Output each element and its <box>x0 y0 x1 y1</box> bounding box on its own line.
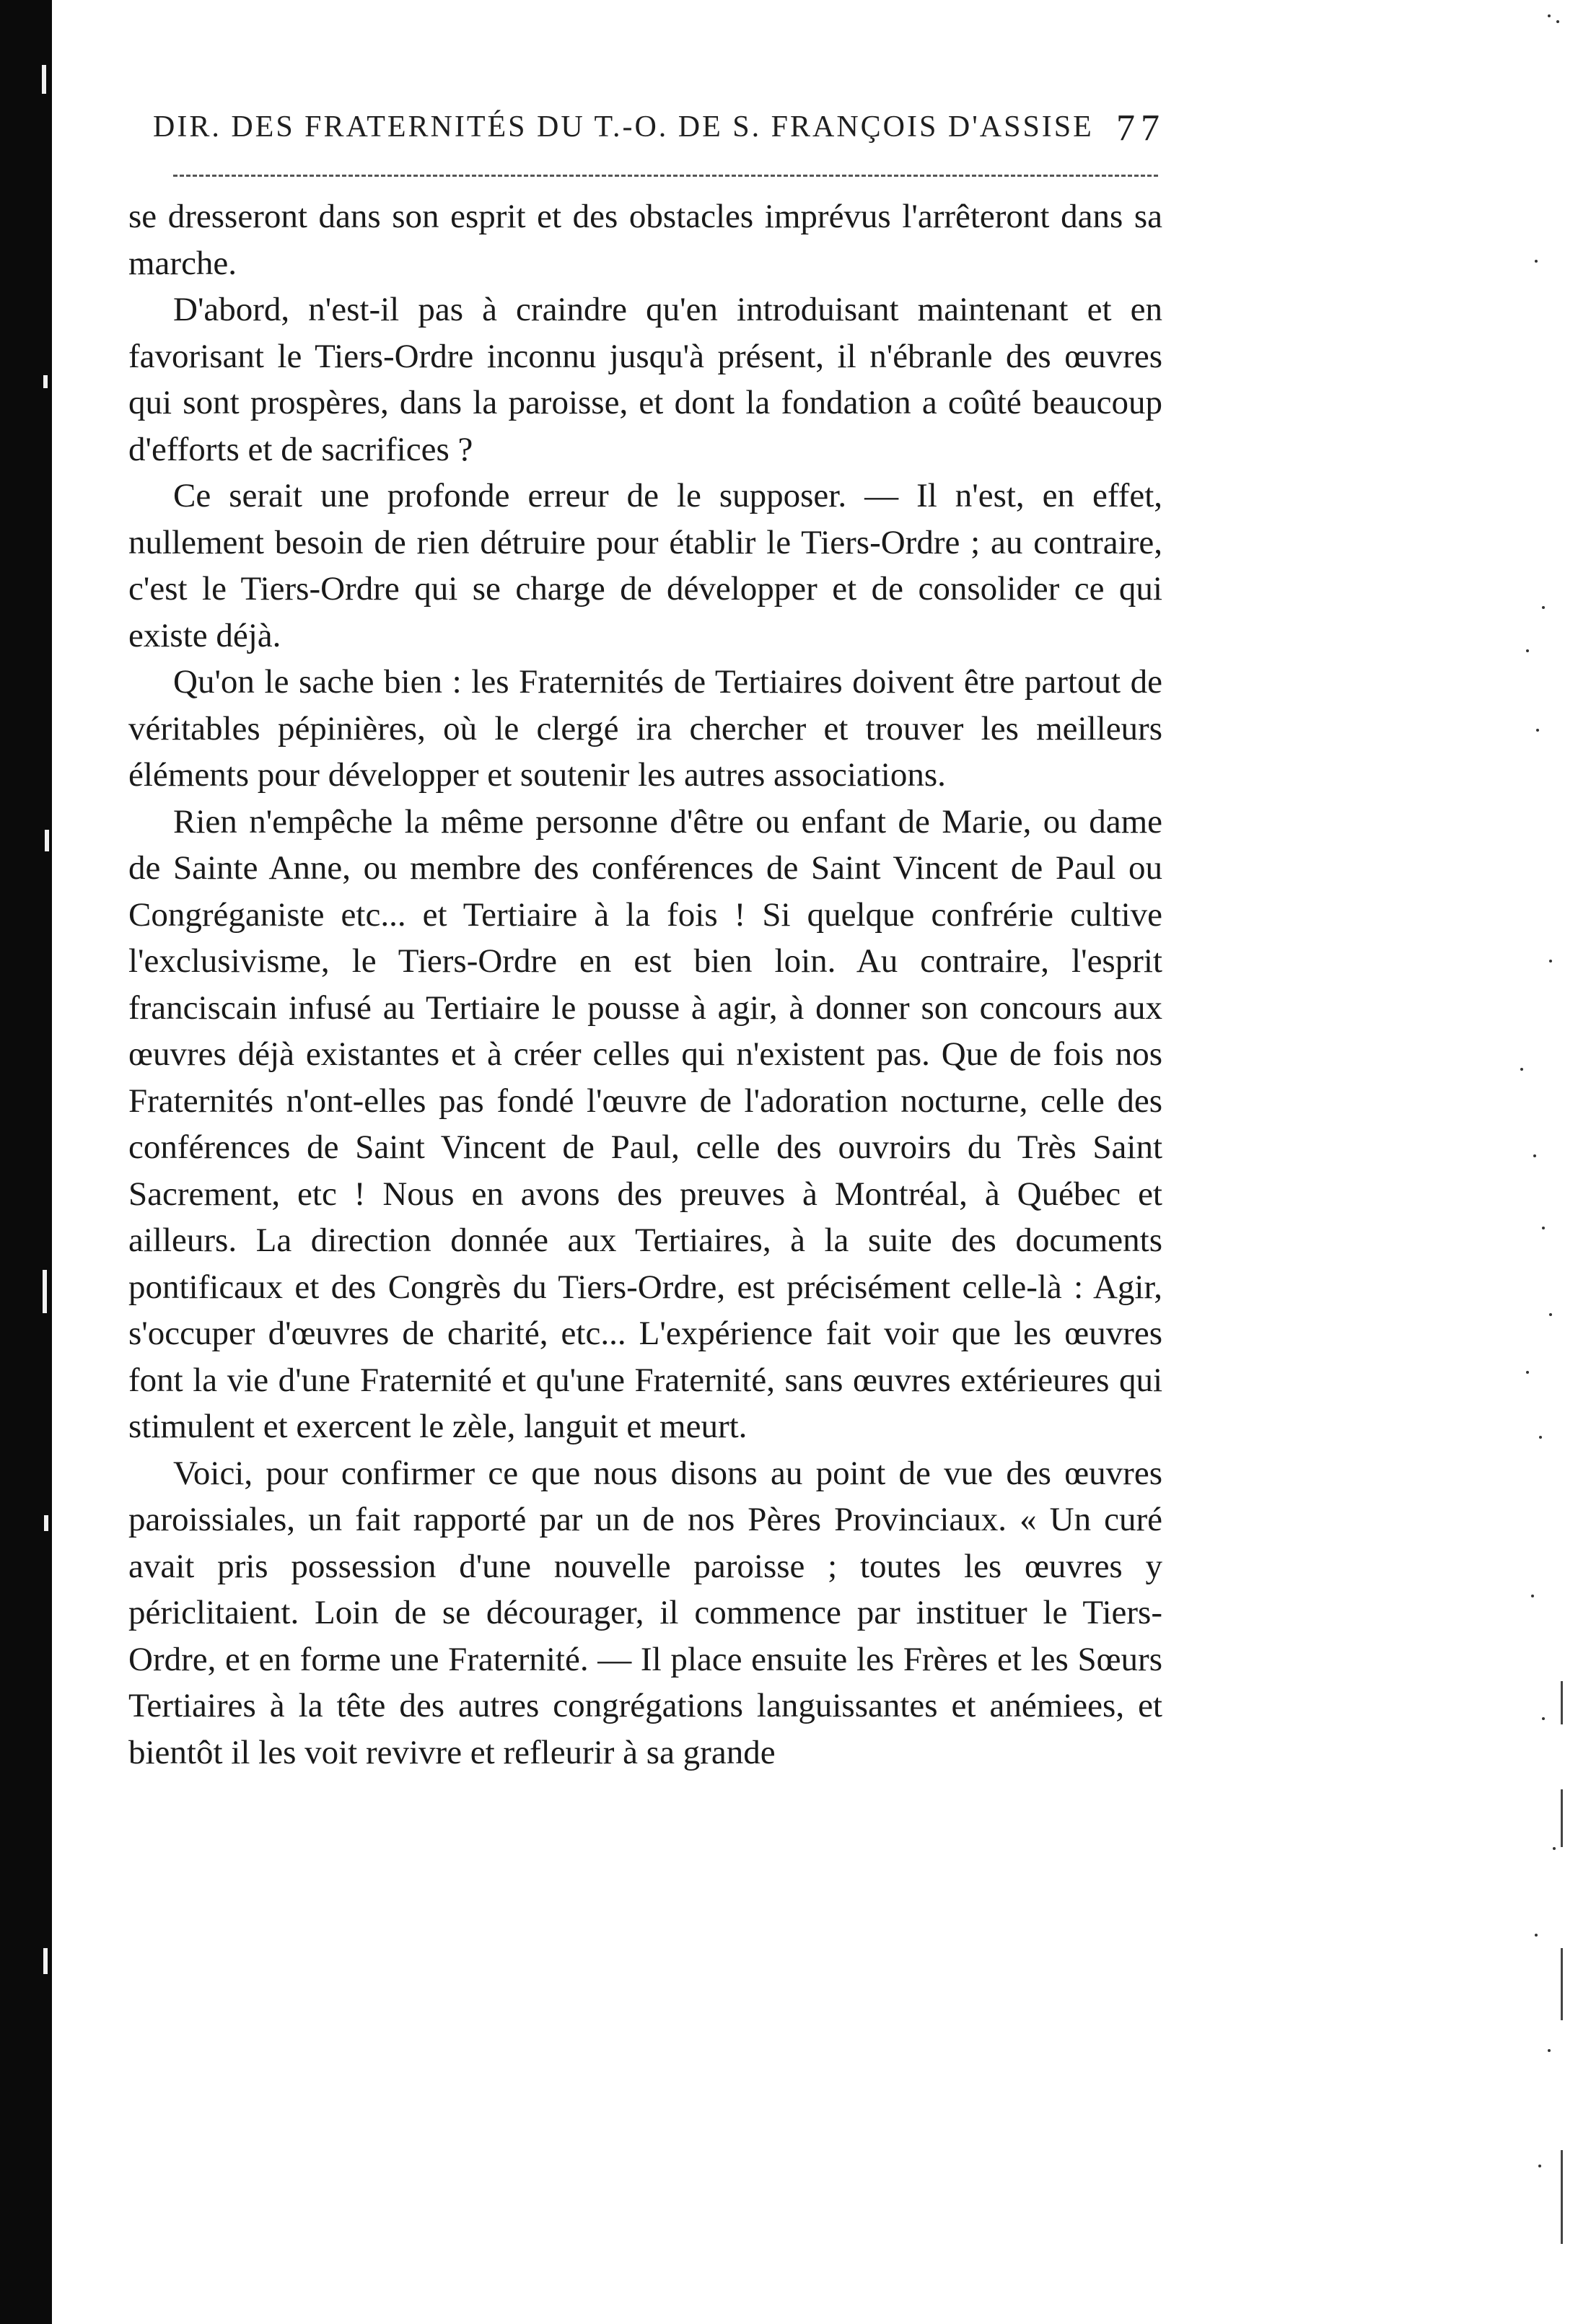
header-divider <box>173 175 1158 177</box>
paragraph: D'abord, n'est-il pas à craindre qu'en introduisant maintenant et en favorisant le Tiers-Ordre inconnu jusqu'à présent, il n'ébranle des œuvres qui sont prospères, dans la paroisse, et dont la fondation a coûté beaucoup d'efforts et de sacrifices ? <box>128 291 1162 468</box>
page-header <box>137 110 1165 153</box>
scan-noise-right-margin <box>1434 0 1578 2324</box>
paragraph: Ce serait une profonde erreur de le supposer. — Il n'est, en effet, nullement besoin de rien détruire pour établir le Tiers-Ordre ; au contraire, c'est le Tiers-Ordre qui se charge de développer et de consolider ce qui existe déjà. <box>128 477 1162 654</box>
paragraph: Voici, pour confirmer ce que nous disons au point de vue des œuvres paroissiales, un fait rapporté par un de nos Pères Provinciaux. « Un curé avait pris possession d'une nouvelle paroisse ; toutes les œuvres y périclitaient. Loin de se décourager, il commence par instituer le Tiers-Ordre, et en forme une Fraternité. — Il place ensuite les Frères et les Sœurs Tertiaires à la tête des autres congrégations languissantes et anémiees, et bientôt il les voit revivre et refleurir à sa grande <box>128 1454 1162 1771</box>
body-text <box>128 193 1162 1776</box>
paragraph: Rien n'empêche la même personne d'être ou enfant de Marie, ou dame de Sainte Anne, ou membre des conférences de Saint Vincent de Paul ou Congréganiste etc... et Tertiaire à la fois ! Si quelque confrérie cultive l'exclusivisme, le Tiers-Ordre en est bien loin. Au contraire, l'esprit franciscain infusé au Tertiaire le pousse à agir, à donner son concours aux œuvres déjà existantes et à créer celles qui n'existent pas. Que de fois nos Fraternités n'ont-elles pas fondé l'œuvre de l'adoration nocturne, celle des conférences de Saint Vincent de Paul, celle des ouvroirs du Très Saint Sacrement, etc ! Nous en avons des preuves à Montréal, à Québec et ailleurs. La direction donnée aux Tertiaires, à la suite des documents pontificaux et des Congrès du Tiers-Ordre, est précisément celle-là : Agir, s'occuper d'œuvres de charité, etc... L'expérience fait voir que les œuvres font la vie d'une Fraternité et qu'une Fraternité, sans œuvres extérieures qui stimulent et exercent le zèle, languit et meurt. <box>128 802 1162 1445</box>
paragraph: Qu'on le sache bien : les Fraternités de Tertiaires doivent être partout de véritables pépinières, où le clergé ira chercher et trouver les meilleurs éléments pour développer et soutenir les autres associations. <box>128 663 1162 794</box>
running-title: DIR. DES FRATERNITÉS DU T.-O. DE S. FRANÇOIS D'ASSISE <box>153 110 1094 144</box>
paragraph: se dresseront dans son esprit et des obstacles imprévus l'arrêteront dans sa marche. <box>128 198 1162 282</box>
page-binding-edge <box>0 0 52 2324</box>
page-number: 77 <box>1116 108 1165 149</box>
